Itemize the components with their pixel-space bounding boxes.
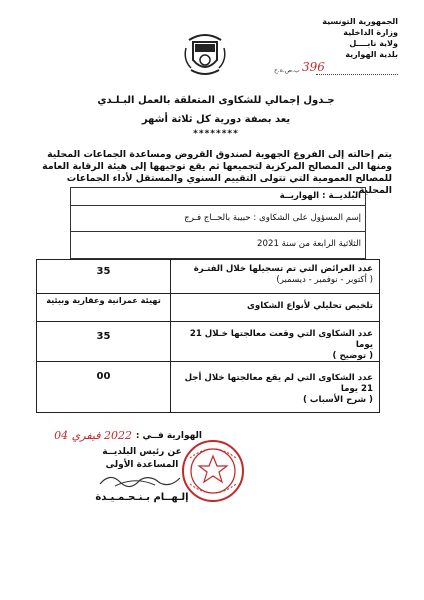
date-stamp: 2022 فيفري 04 <box>54 429 132 442</box>
info-municipality: البلديــة : الهواريــة <box>279 191 361 201</box>
reference-dots <box>316 74 398 75</box>
table-row-description <box>173 260 379 293</box>
title-separator: ******** <box>193 129 239 139</box>
complaints-table <box>36 259 380 413</box>
info-period: الثلاثية الرابعة من سنة 2021 <box>257 239 361 249</box>
signatory-line-2: المساعدة الأولى <box>105 460 179 470</box>
document-subtitle: يعد بصفة دورية كل ثلاثة أشهر <box>141 114 291 125</box>
table-row-description <box>173 321 379 361</box>
info-officer: إسم المسؤول على الشكاوى : حبيبة بالحــاج فـرج <box>184 213 361 223</box>
reference-line <box>274 60 398 78</box>
info-box <box>70 187 366 259</box>
table-row-value: 00 <box>37 361 171 412</box>
coat-of-arms-emblem <box>183 30 227 78</box>
row-3-desc-line-2: ( توضيح ) <box>332 351 373 361</box>
table-row-value: تهيئة عمرانية وعقارية وبيئية <box>37 293 171 321</box>
row-1-desc-line-2: ( أكتوبر - نوفمبر - ديسمبر) <box>276 275 373 285</box>
table-row <box>37 321 379 362</box>
info-officer-row <box>71 206 365 232</box>
letterhead-line-1: الجمهورية التونسية <box>322 17 398 26</box>
info-municipality-row <box>71 188 365 206</box>
document-title: جـدول إجمالي للشكاوى المتعلقة بالعمل البـلـدي <box>97 95 335 106</box>
row-3-desc-line-1: عدد الشكاوى التي وقعت معالجتها خـلال 21 يوما <box>189 329 373 350</box>
reference-number: 396 <box>302 60 325 74</box>
intro-paragraph: يتم إحالته إلى الفروع الجهوية لصندوق القروض ومساعدة الجماعات المحلية ومنها الى المصالح المركزية لتجميعها ثم يقع توجيهها إلى هيئة الرقابة العامة للمصالح العمومية التي تتولى التقييم السنوي والمستقل لأداء الجماعات المحلية . <box>42 149 392 196</box>
info-period-row <box>71 232 365 258</box>
table-row-description <box>173 361 379 412</box>
letterhead-line-3: ولاية نابــــل <box>349 39 398 48</box>
letterhead-line-2: وزارة الداخلية <box>343 28 398 37</box>
table-row-value: 35 <box>37 321 171 361</box>
place-label: الهوارية فــي : <box>135 431 202 441</box>
official-stamp <box>180 438 246 504</box>
signatory-name: إلـهــام بـنـحـمـيـدة <box>95 492 189 503</box>
table-row-value: 35 <box>37 260 171 293</box>
signatory-line-1: عن رئيس البلديــة <box>102 447 182 457</box>
table-row-description <box>173 293 379 321</box>
table-row <box>37 293 379 322</box>
table-row <box>37 260 379 294</box>
row-4-desc-line-1: عدد الشكاوى التي لم يقع معالجتها خلال أجل 21 يوما <box>184 373 373 394</box>
row-4-desc-line-2: ( شرح الأسباب ) <box>303 395 373 405</box>
letterhead <box>278 16 398 60</box>
letterhead-line-4: بلدية الهوارية <box>345 50 398 59</box>
row-1-desc-line-1: عدد العرائض التي تم تسجيلها خلال الفتـرة <box>193 264 373 274</box>
reference-code: ب.ص.ه.ح <box>274 67 300 74</box>
row-2-desc-line-1: تلخيص تحليلي لأنواع الشكاوى <box>247 301 373 311</box>
table-row <box>37 361 379 412</box>
